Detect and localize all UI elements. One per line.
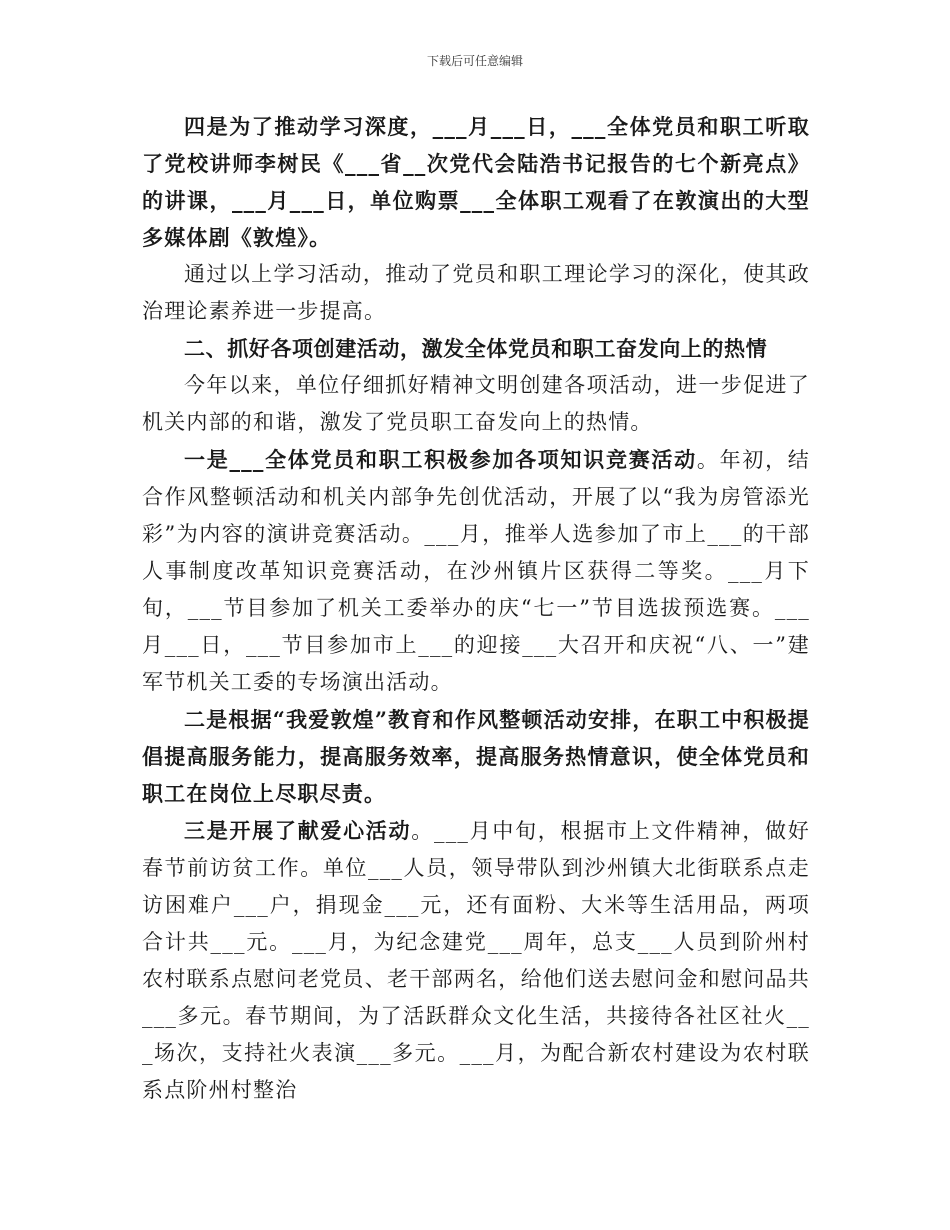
page-header: 下载后可任意编辑 — [426, 54, 523, 68]
paragraph-service-education: 二是根据“我爱敦煌”教育和作风整顿活动安排，在职工中积极提倡提高服务能力，提高服务效率，提高服务热情意识，使全体党员和职工在岗位上尽职尽责。 — [142, 707, 810, 806]
paragraph-charity — [142, 812, 810, 1109]
document-body — [142, 108, 810, 1109]
paragraph-knowledge-contest-body: 。年初，结合作风整顿活动和机关内部争先创优活动，开展了以“我为房管添光彩”为内容的演讲竞赛活动。___月，推举人选参加了市上___的干部人事制度改革知识竞赛活动，在沙州镇片区获得二等奖。___月下旬，___节目参加了机关工委举办的庆“七一”节目选拔预选赛。___月___日，___节目参加市上___的迎接___大召开和庆祝“八、一”建军节机关工委的专场演出活动。 — [142, 448, 810, 694]
paragraph-creation-intro: 今年以来，单位仔细抓好精神文明创建各项活动，进一步促进了机关内部的和谐，激发了党员职工奋发向上的热情。 — [142, 373, 810, 434]
paragraph-charity-body: 。___月中旬，根据市上文件精神，做好春节前访贫工作。单位___人员，领导带队到沙州镇大北街联系点走访困难户___户，捐现金___元，还有面粉、大米等生活用品，两项合计共___元。___月，为纪念建党___周年，总支___人员到阶州村农村联系点慰问老党员、老干部两名，给他们送去慰问金和慰问品共___多元。春节期间，为了活跃群众文化生活，共接待各社区社火___场次，支持社火表演___多元。___月，为配合新农村建设为农村联系点阶州村整治 — [142, 819, 810, 1102]
paragraph-knowledge-contest-lead: 一是___全体党员和职工积极参加各项知识竞赛活动 — [184, 447, 697, 472]
section-heading-creation-activities: 二、抓好各项创建活动，激发全体党员和职工奋发向上的热情 — [184, 336, 768, 361]
paragraph-study-depth: 四是为了推动学习深度，___月___日，___全体党员和职工听取了党校讲师李树民《___省__次党代会陆浩书记报告的七个新亮点》的讲课，___月___日，单位购票___全体职工观看了在敦演出的大型多媒体剧《敦煌》。 — [142, 114, 810, 250]
paragraph-study-summary: 通过以上学习活动，推动了党员和职工理论学习的深化，使其政治理论素养进一步提高。 — [142, 262, 810, 323]
paragraph-charity-lead: 三是开展了献爱心活动 — [184, 818, 412, 843]
paragraph-knowledge-contest — [142, 441, 810, 701]
